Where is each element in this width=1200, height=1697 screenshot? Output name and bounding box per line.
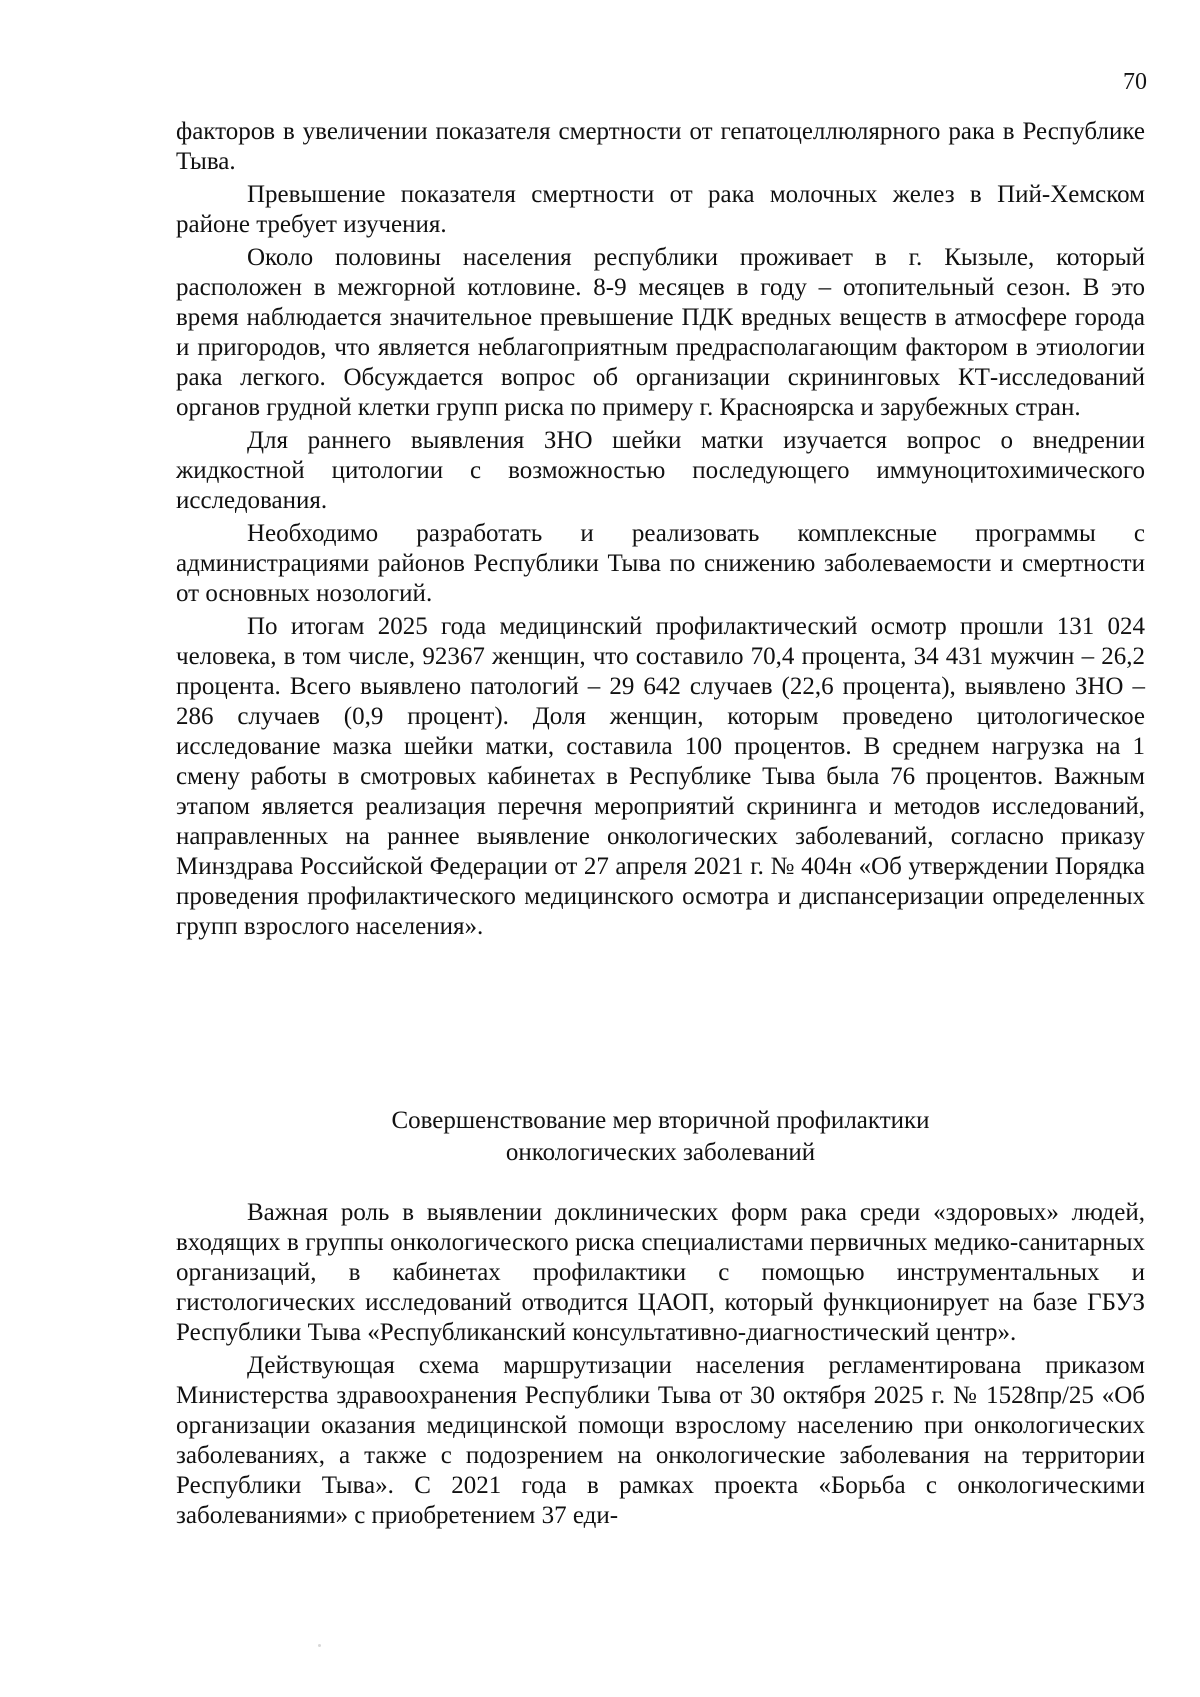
section-heading [176,1105,1145,1169]
body-text-top [176,117,1145,945]
paragraph: Около половины населения республики проживает в г. Кызыле, который расположен в межгорной котловине. 8-9 месяцев в году – отопительный сезон. В это время наблюдается значительное превышение ПДК вредных веществ в атмосфере города и пригородов, что является неблагоприятным предрасполагающим фактором в этиологии рака легкого. Обсуждается вопрос об организации скрининговых КТ-исследований органов грудной клетки групп риска по примеру г. Красноярска и зарубежных стран. [176,244,1145,421]
body-text-bottom [176,1198,1145,1534]
section-heading-line-1: Совершенствование мер вторичной профилактики [391,1107,930,1134]
paragraph: Необходимо разработать и реализовать комплексные программы с администрациями районов Республики Тыва по снижению заболеваемости и смертности от основных нозологий. [176,520,1145,607]
scan-speck [318,1644,321,1647]
paragraph: Для раннего выявления ЗНО шейки матки изучается вопрос о внедрении жидкостной цитологии с возможностью последующего иммуноцитохимического исследования. [176,427,1145,514]
paragraph: Действующая схема маршрутизации населения регламентирована приказом Министерства здравоохранения Республики Тыва от 30 октября 2025 г. № 1528пр/25 «Об организации оказания медицинской помощи взрослому населению при онкологических заболеваниях, а также с подозрением на онкологические заболевания на территории Республики Тыва». С 2021 года в рамках проекта «Борьба с онкологическими заболеваниями» с приобретением 37 еди- [176,1352,1145,1529]
paragraph: По итогам 2025 года медицинский профилактический осмотр прошли 131 024 человека, в том числе, 92367 женщин, что составило 70,4 процента, 34 431 мужчин – 26,2 процента. Всего выявлено патологий – 29 642 случаев (22,6 процента), выявлено ЗНО – 286 случаев (0,9 процент). Доля женщин, которым проведено цитологическое исследование мазка шейки матки, составила 100 процентов. В среднем нагрузка на 1 смену работы в смотровых кабинетах в Республике Тыва была 76 процентов. Важным этапом является реализация перечня мероприятий скрининга и методов исследований, направленных на раннее выявление онкологических заболеваний, согласно приказу Минздрава Российской Федерации от 27 апреля 2021 г. № 404н «Об утверждении Порядка проведения профилактического медицинского осмотра и диспансеризации определенных групп взрослого населения». [176,613,1145,940]
paragraph: Превышение показателя смертности от рака молочных желез в Пий-Хемском районе требует изучения. [176,181,1145,238]
page-number: 70 [1123,69,1147,95]
paragraph: факторов в увеличении показателя смертности от гепатоцеллюлярного рака в Республике Тыва. [176,118,1145,175]
paragraph: Важная роль в выявлении доклинических форм рака среди «здоровых» людей, входящих в группы онкологического риска специалистами первичных медико-санитарных организаций, в кабинетах профилактики с помощью инструментальных и гистологических исследований отводится ЦАОП, который функционирует на базе ГБУЗ Республики Тыва «Республиканский консультативно-диагностический центр». [176,1199,1145,1346]
section-heading-line-2: онкологических заболеваний [505,1139,816,1166]
